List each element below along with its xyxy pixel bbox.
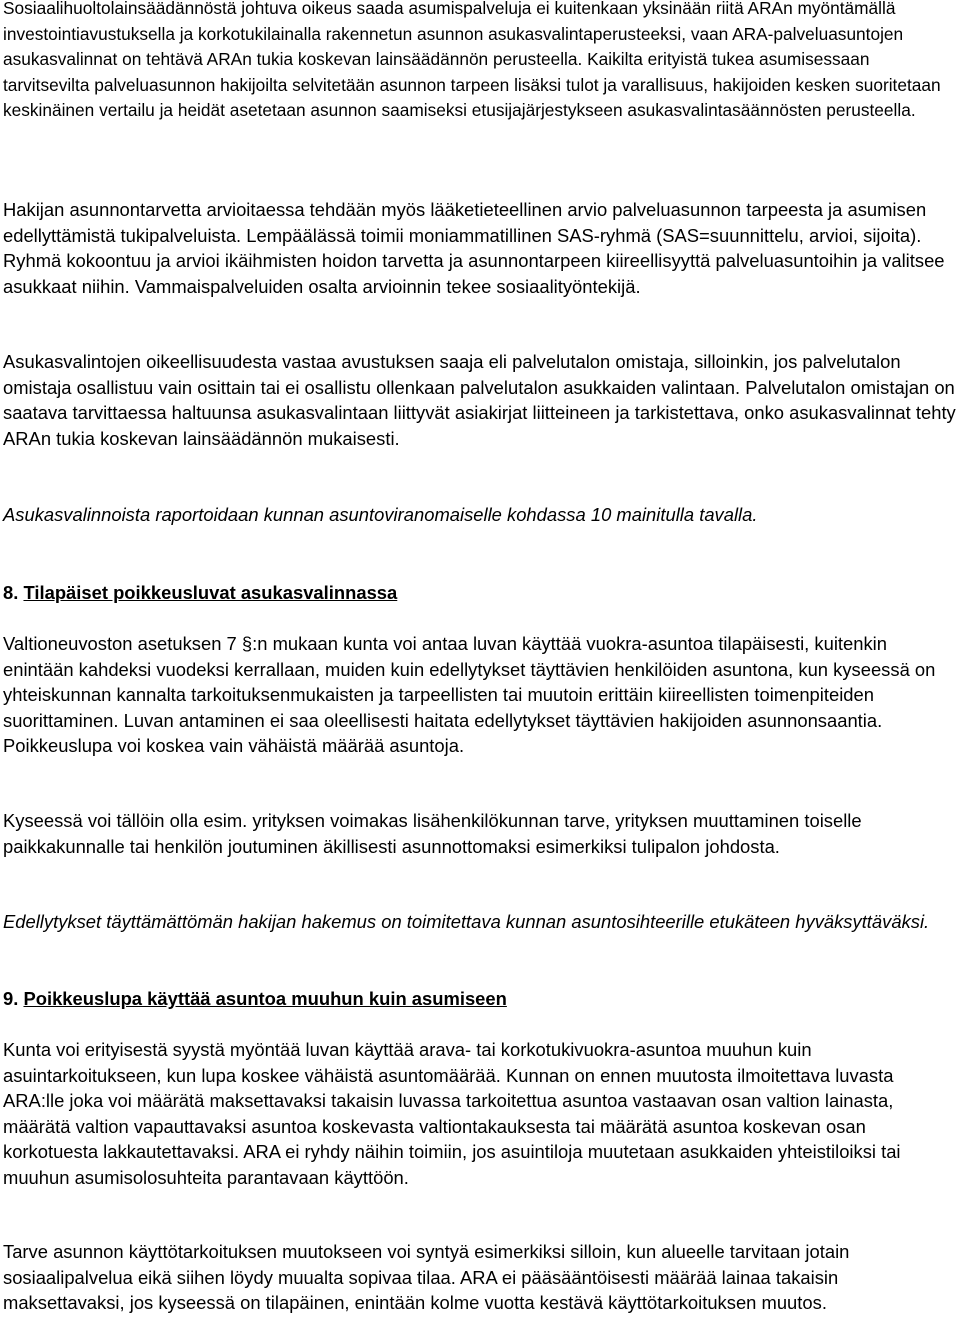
section-heading-8 xyxy=(3,580,958,606)
paragraph-text: Sosiaalihuoltolainsäädännöstä johtuva oikeus saada asumispalveluja ei kuitenkaan yksinään riitä ARAn myöntämällä investointiavustuksella ja korkotukilainalla rakennetun asunnon asukasvalintaperusteeksi, vaan ARA-palveluasuntojen asukasvalinnat on tehtävä ARAn tukia koskevan lainsäädännön perusteella. xyxy=(3,0,904,69)
paragraph-text: Edellytykset täyttämättömän hakijan hakemus on toimitettava kunnan asuntosihteerille etukäteen hyväksyttäväksi. xyxy=(3,911,930,932)
section-title: Poikkeuslupa käyttää asuntoa muuhun kuin asumiseen xyxy=(23,988,507,1009)
paragraph-asunnontarve xyxy=(3,197,958,299)
paragraph-raportointi xyxy=(3,502,958,528)
paragraph-text: Kaikilta erityistä tukea asumisessaan tarvitsevilta palveluasunnon hakijoilta selvitetään asunnon tarpeen lisäksi tulot ja varallisuus, hakijoiden kesken suoritetaan keskinäinen vertailu ja heidät asetetaan asunnon saamiseksi etusijajärjestykseen asukasvalintasäännösten perusteella. xyxy=(3,49,941,120)
paragraph-kayttotarkoitus xyxy=(3,1037,958,1190)
paragraph-text: Kyseessä voi tällöin olla esim. yrityksen voimakas lisähenkilökunnan tarve, yrityksen muuttaminen toiselle paikkakunnalle tai henkilön joutuminen äkillisesti asunnottomaksi esimerkiksi tulipalon johdosta. xyxy=(3,810,862,857)
paragraph-text: Tarve asunnon käyttötarkoituksen muutokseen voi syntyä esimerkiksi silloin, kun alueelle tarvitaan jotain sosiaalipalvelua eikä siihen löydy muualta sopivaa tilaa. ARA ei pääsääntöisesti määrää lainaa takaisin maksettavaksi, jos kyseessä on tilapäinen, enintään kolme vuotta kestävä käyttötarkoituksen muutos. xyxy=(3,1241,850,1313)
paragraph-hakemus xyxy=(3,909,958,935)
paragraph-poikkeusluvat xyxy=(3,631,958,759)
paragraph-text: Valtioneuvoston asetuksen 7 §:n mukaan kunta voi antaa luvan käyttää vuokra-asuntoa tilapäisesti, kuitenkin enintään kahdeksi vuodeksi kerrallaan, muiden kuin edellytykset täyttävien henkilöiden asuntona, kun kyseessä on yhteiskunnan kannalta tarkoituksenmukaisten ja tarpeellisten tai muutoin erittäin kiireellisten toimenpiteiden suorittaminen. Luvan antaminen ei saa oleellisesti haitata edellytykset täyttävien hakijoiden asunnonsaantia. Poikkeuslupa voi koskea vain vähäistä määrää asuntoja. xyxy=(3,633,936,756)
paragraph-text: Asukasvalintojen oikeellisuudesta vastaa avustuksen saaja eli palvelutalon omistaja, silloinkin, jos palvelutalon omistaja osallistuu vain osittain tai ei osallistu ollenkaan palvelutalon asukkaiden valintaan. Palvelutalon omistajan on saatava tarvittaessa haltuunsa asukasvalintaan liittyvät asiakirjat liitteineen ja tarkistettava, onko asukasvalinnat tehty ARAn tukia koskevan lainsäädännön mukaisesti. xyxy=(3,351,956,449)
paragraph-oikeellisuus xyxy=(3,349,958,451)
section-title: Tilapäiset poikkeusluvat asukasvalinnassa xyxy=(23,582,398,603)
section-number: 8. xyxy=(3,582,19,603)
paragraph-text: Asukasvalinnoista raportoidaan kunnan asuntoviranomaiselle kohdassa 10 mainitulla tavalla. xyxy=(3,504,758,525)
paragraph-text: Kunta voi erityisestä syystä myöntää luvan käyttää arava- tai korkotukivuokra-asuntoa muuhun kuin asuintarkoitukseen, kun lupa koskee vähäistä asuntomäärää. Kunnan on ennen muutosta ilmoitettava luvasta ARA:lle joka voi määrätä maksettavaksi takaisin luvassa tarkoitettua asuntoa vastaavan osan valtion lainasta, määrätä valtion vapauttavaksi asuntoa koskevasta valtiontakauksesta tai määrätä asuntoa koskevan osan korkotuesta lakkautettavaksi. ARA ei ryhdy näihin toimiin, jos asuintiloja muutetaan asukkaiden yhteistiloiksi tai muuhun asumisolosuhteita parantavaan käyttöön. xyxy=(3,1039,901,1188)
section-number: 9. xyxy=(3,988,19,1009)
paragraph-text: Hakijan asunnontarvetta arvioitaessa tehdään myös lääketieteellinen arvio palveluasunnon tarpeesta ja asumisen edellyttämistä tukipalveluista. Lempäälässä toimii moniammatillinen SAS-ryhmä (SAS=suunnittelu, arvioi, sijoita). Ryhmä kokoontuu ja arvioi ikäihmisten hoidon tarvetta ja asunnontarpeen kiireellisyyttä palveluasuntoihin ja valitsee asukkaat niihin. Vammaispalveluiden osalta arvioinnin tekee sosiaalityöntekijä. xyxy=(3,199,945,297)
paragraph-esimerkit xyxy=(3,808,958,859)
paragraph-muutostarve xyxy=(3,1239,958,1316)
section-heading-9 xyxy=(3,986,958,1012)
paragraph-asukasvalintaperuste xyxy=(3,0,958,124)
